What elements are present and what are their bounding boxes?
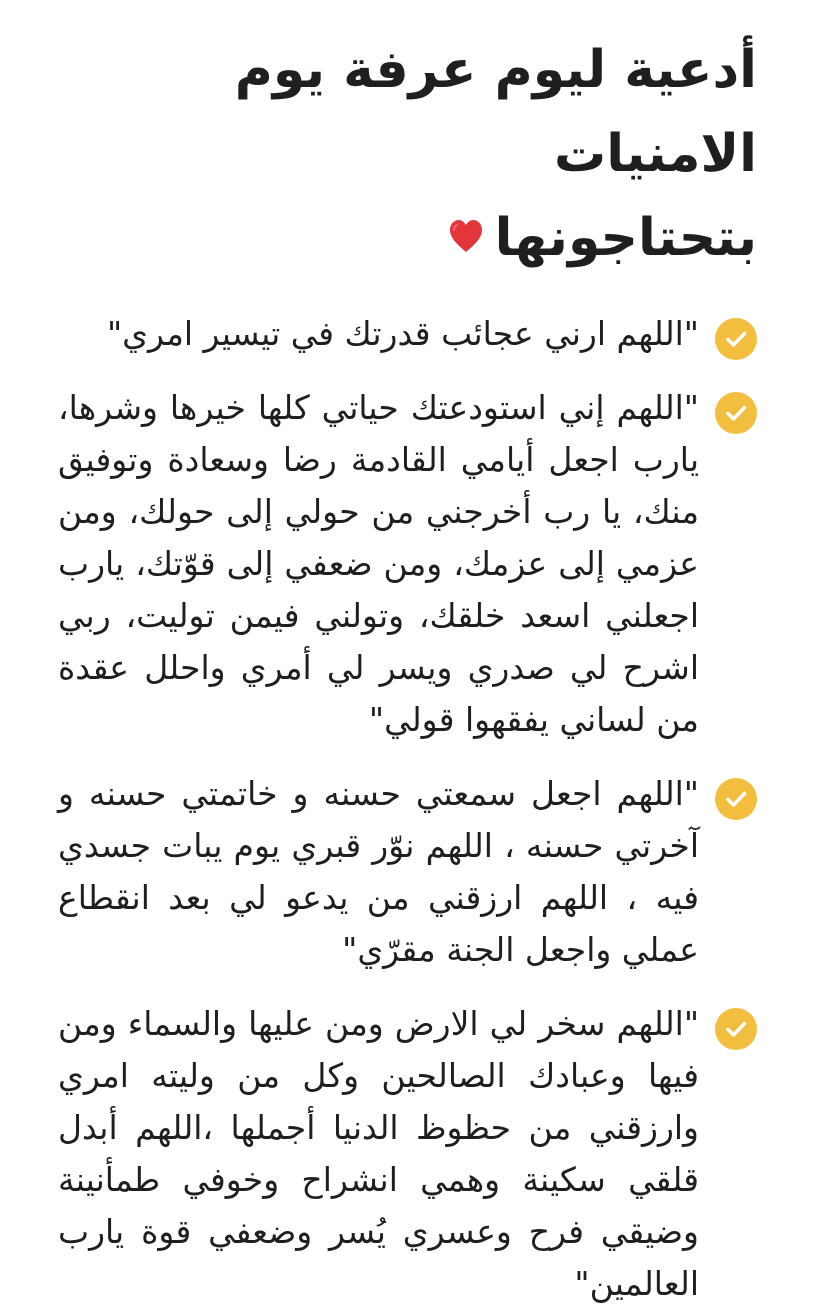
check-circle-icon bbox=[715, 1008, 757, 1050]
title-line-1: أدعية ليوم عرفة يوم الامنيات bbox=[234, 40, 757, 184]
check-circle-icon bbox=[715, 778, 757, 820]
title-line-2 bbox=[58, 196, 757, 280]
page-title bbox=[58, 28, 757, 280]
prayer-text: "اللهم إني استودعتك حياتي كلها خيرها وشرها، يارب اجعل أيامي القادمة رضا وسعادة وتوفيق منك، يا رب أخرجني من حولي إلى حولك، ومن عزمي إلى عزمك، ومن ضعفي إلى قوّتك، يارب اجعلني اسعد خلقك، وتولني فيمن توليت، ربي اشرح لي صدري ويسر لي أمري واحلل عقدة من لساني يفقهوا قولي" bbox=[58, 388, 699, 739]
title-line-2-text: بتحتاجونها bbox=[494, 208, 757, 268]
check-circle-icon bbox=[715, 392, 757, 434]
prayer-text: "اللهم سخر لي الارض ومن عليها والسماء ومن فيها وعبادك الصالحين وكل من وليته امري وارزقني من حظوظ الدنيا أجملها ،اللهم أبدل قلقي سكينة وهمي انشراح وخوفي طمأنينة وضيقي فرح وعسري يُسر وضعفي قوة يارب العالمين" bbox=[58, 1004, 699, 1303]
prayer-text: "اللهم اجعل سمعتي حسنه و خاتمتي حسنه و آخرتي حسنه ، اللهم نوّر قبري يوم يبات جسدي فيه ، اللهم ارزقني من يدعو لي بعد انقطاع عملي واجعل الجنة مقرّي" bbox=[58, 774, 699, 969]
prayer-list bbox=[58, 308, 757, 1310]
prayer-item-2 bbox=[58, 382, 757, 746]
prayer-item-1 bbox=[58, 308, 757, 360]
prayer-text: "اللهم ارني عجائب قدرتك في تيسير امري" bbox=[107, 314, 699, 353]
prayer-item-4 bbox=[58, 998, 757, 1310]
heart-icon bbox=[445, 215, 487, 257]
prayer-item-3 bbox=[58, 768, 757, 976]
check-circle-icon bbox=[715, 318, 757, 360]
